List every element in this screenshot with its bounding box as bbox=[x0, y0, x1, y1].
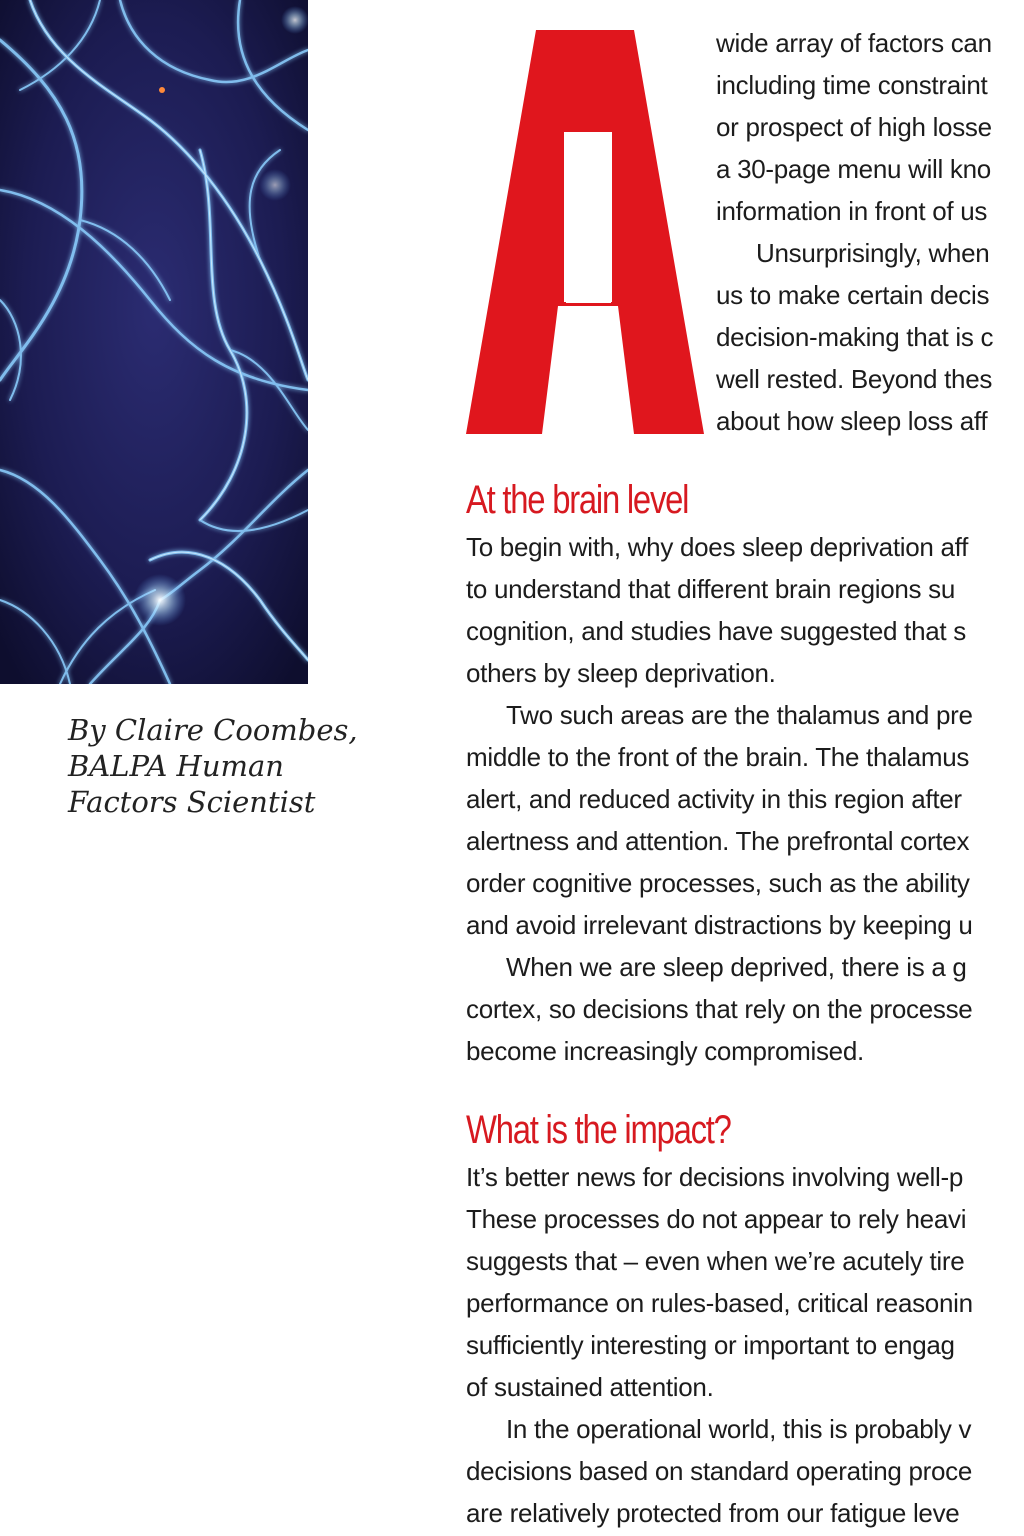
body-line: In the operational world, this is probably v bbox=[506, 1414, 972, 1444]
byline-line: By Claire Coombes, bbox=[68, 713, 358, 747]
intro-line: about how sleep loss aff bbox=[716, 406, 988, 436]
body-line: Two such areas are the thalamus and pre bbox=[506, 700, 973, 730]
intro-line: including time constraint bbox=[716, 70, 988, 100]
intro-line: well rested. Beyond thes bbox=[716, 364, 993, 394]
intro-line: Unsurprisingly, when bbox=[756, 238, 990, 268]
byline bbox=[68, 712, 368, 820]
body-line: To begin with, why does sleep deprivation aff bbox=[466, 532, 969, 562]
body-line: suggests that – even when we’re acutely tire bbox=[466, 1246, 965, 1276]
body-line: These processes do not appear to rely heavi bbox=[466, 1204, 967, 1234]
drop-cap bbox=[466, 30, 706, 439]
intro-line: wide array of factors can bbox=[716, 28, 992, 58]
byline-line: BALPA Human bbox=[68, 749, 284, 783]
body-line: others by sleep deprivation. bbox=[466, 658, 776, 688]
body-line: cognition, and studies have suggested that s bbox=[466, 616, 966, 646]
body-line: performance on rules-based, critical reasonin bbox=[466, 1288, 973, 1318]
body-line: order cognitive processes, such as the ability bbox=[466, 868, 970, 898]
intro-line: decision-making that is c bbox=[716, 322, 994, 352]
body-line: become increasingly compromised. bbox=[466, 1036, 864, 1066]
byline-line: Factors Scientist bbox=[68, 785, 316, 819]
intro-line: a 30-page menu will kno bbox=[716, 154, 991, 184]
neuron-network-illustration bbox=[0, 0, 308, 684]
section-heading: At the brain level bbox=[466, 478, 689, 522]
body-line: alert, and reduced activity in this region after bbox=[466, 784, 962, 814]
body-line: to understand that different brain regions su bbox=[466, 574, 956, 604]
section-heading: What is the impact? bbox=[466, 1108, 731, 1152]
body-line: cortex, so decisions that rely on the processe bbox=[466, 994, 973, 1024]
neuron-image bbox=[0, 0, 308, 684]
body-line: It’s better news for decisions involving well-p bbox=[466, 1162, 963, 1192]
intro-line: information in front of us bbox=[716, 196, 988, 226]
drop-cap-letter-a bbox=[466, 30, 706, 434]
intro-line: or prospect of high losse bbox=[716, 112, 992, 142]
body-line: sufficiently interesting or important to engag bbox=[466, 1330, 955, 1360]
body-line: alertness and attention. The prefrontal cortex bbox=[466, 826, 970, 856]
body-line: and avoid irrelevant distractions by keeping u bbox=[466, 910, 973, 940]
body-line: are relatively protected from our fatigue leve bbox=[466, 1498, 960, 1528]
body-line: decisions based on standard operating proce bbox=[466, 1456, 973, 1486]
body-line: of sustained attention. bbox=[466, 1372, 714, 1402]
intro-line: us to make certain decis bbox=[716, 280, 990, 310]
body-line: middle to the front of the brain. The thalamus bbox=[466, 742, 970, 772]
body-line: When we are sleep deprived, there is a g bbox=[506, 952, 967, 982]
